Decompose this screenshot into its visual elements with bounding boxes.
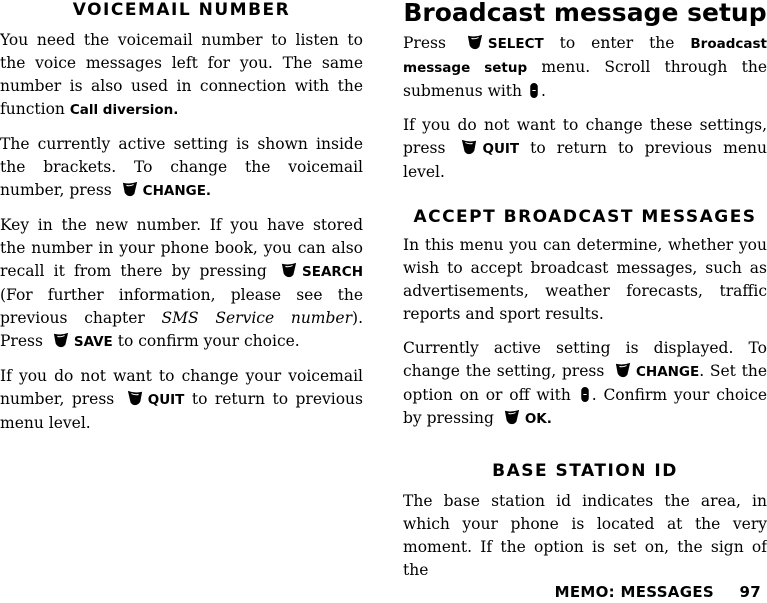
text: to confirm your choice. — [112, 332, 300, 350]
menu-name: Broadcast message setup — [403, 36, 767, 76]
search-key-label: SEARCH — [302, 264, 363, 280]
text: If you do not want to change your voicemail number, press — [0, 367, 363, 408]
change-key-label: CHANGE. — [142, 183, 212, 199]
page-footer — [555, 583, 761, 601]
text: You need the voicemail number to listen to the voice messages left for you. The same number is also used in connection with the function — [0, 31, 363, 118]
text: . Set the option on or off with — [403, 362, 767, 404]
left-softkey-icon — [460, 139, 478, 155]
broadcast-paragraph-4 — [403, 337, 767, 431]
text: . Confirm your choice by pressing — [403, 386, 767, 427]
text: The currently active setting is shown inside the brackets. To change the voicemail number, press — [0, 135, 363, 199]
scroll-key-icon — [529, 82, 539, 99]
text: to return to previous menu level. — [403, 139, 767, 181]
voicemail-paragraph-3 — [0, 214, 363, 354]
scroll-key-icon — [580, 386, 590, 403]
text: (For further information, please see the previous chapter — [0, 286, 363, 327]
quit-key-label: QUIT — [147, 392, 185, 408]
text: In this menu you can determine, whether you wish to accept broadcast messages, such as advertisements, weather forecasts, traffic reports and sport results. — [403, 236, 767, 323]
left-softkey-icon — [126, 390, 144, 406]
broadcast-paragraph-2 — [403, 114, 767, 184]
quit-key-label: QUIT — [482, 141, 520, 157]
text: Press — [403, 34, 462, 52]
save-key-label: SAVE — [73, 334, 113, 350]
right-softkey-icon — [614, 362, 632, 378]
text: to return to previous menu level. — [0, 390, 363, 432]
right-column — [403, 0, 767, 582]
right-softkey-icon — [466, 34, 484, 50]
right-softkey-icon — [52, 332, 70, 348]
voicemail-paragraph-4 — [0, 365, 363, 435]
voicemail-paragraph-2 — [0, 133, 363, 203]
left-column — [0, 0, 363, 435]
text: . — [540, 82, 546, 100]
broadcast-paragraph-5 — [403, 490, 767, 582]
text: The base station id indicates the area, in which your phone is located at the very moment. If the option is set on, the sign of the — [403, 492, 767, 579]
voicemail-heading: VOICEMAIL NUMBER — [72, 0, 291, 20]
text: to enter the — [543, 34, 691, 52]
voicemail-paragraph-1 — [0, 29, 363, 122]
text: Key in the new number. If you have stored the number in your phone book, you can also recall it from there by pressing — [0, 216, 363, 280]
change-key-label: CHANGE — [635, 364, 700, 380]
broadcast-paragraph-3 — [403, 234, 767, 326]
select-key-label: SELECT — [487, 36, 544, 52]
chapter-reference: SMS Service number — [161, 309, 353, 327]
accept-broadcast-heading: ACCEPT BROADCAST MESSAGES — [413, 207, 757, 227]
text: Currently active setting is displayed. To change the setting, press — [403, 339, 767, 380]
ok-key-label: OK. — [524, 411, 552, 427]
page-number: 97 — [739, 583, 761, 601]
right-softkey-icon — [121, 181, 139, 197]
right-softkey-icon — [280, 262, 298, 278]
broadcast-heading: Broadcast message setup — [403, 0, 767, 27]
right-softkey-icon — [503, 409, 521, 425]
call-diversion-key: Call diversion. — [69, 102, 179, 118]
text: menu. Scroll through the submenus with — [403, 58, 767, 100]
base-station-heading: BASE STATION ID — [492, 461, 678, 481]
broadcast-paragraph-1 — [403, 32, 767, 103]
section-name: MEMO: MESSAGES — [554, 583, 714, 601]
text: If you do not want to change these settings, press — [403, 116, 767, 157]
text: ). Press — [0, 309, 363, 350]
